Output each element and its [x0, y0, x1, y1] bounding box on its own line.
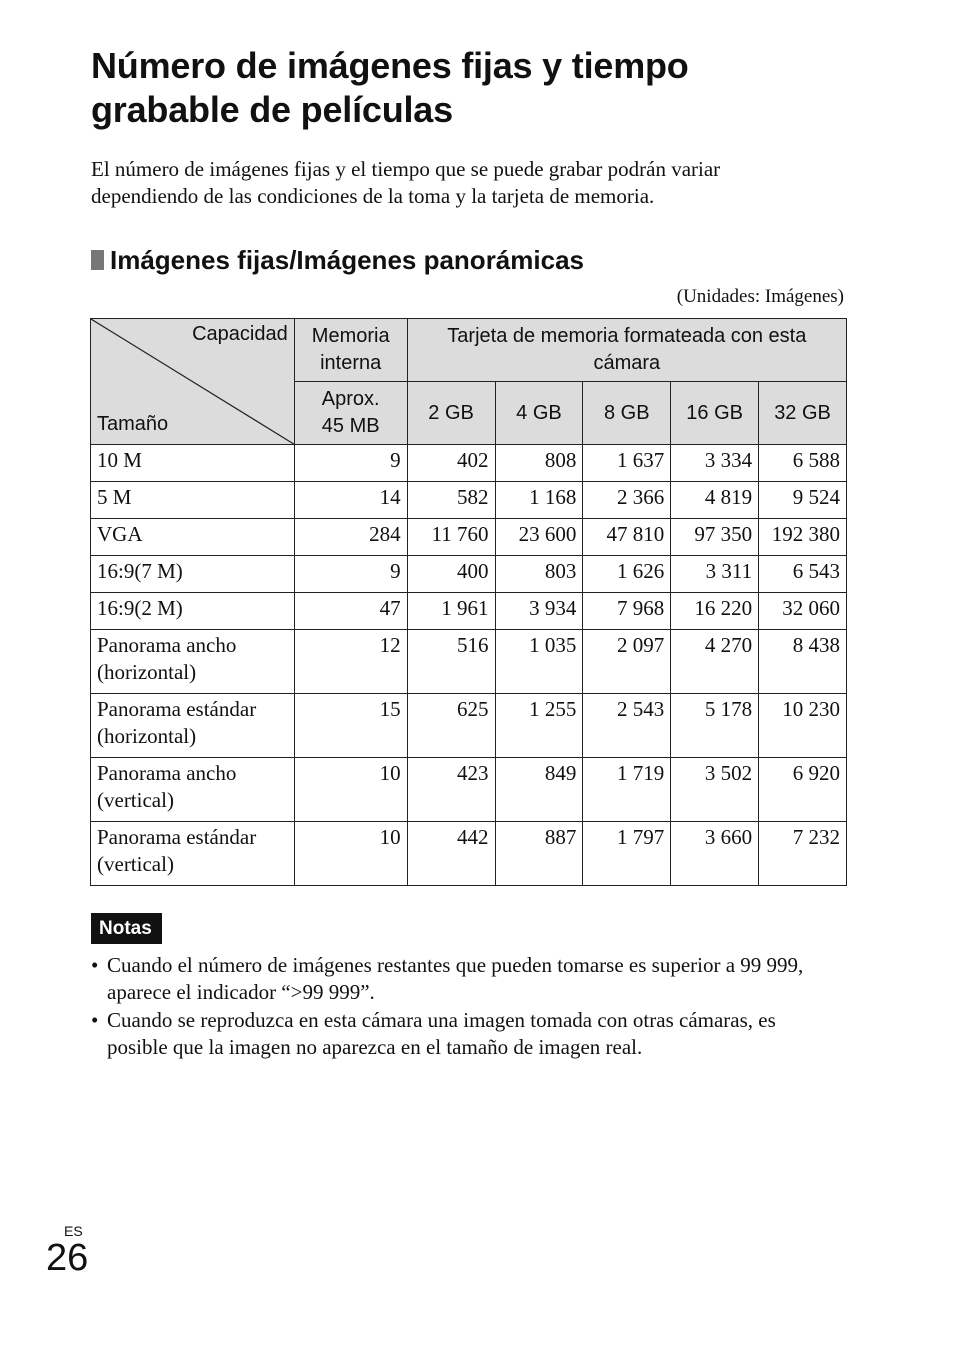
header-line: cámara	[593, 352, 661, 374]
row-size-label	[91, 482, 295, 519]
table-body	[91, 445, 847, 886]
table-cell: 9	[294, 556, 407, 593]
table-cell: 15	[294, 694, 407, 758]
intro-paragraph	[91, 156, 871, 210]
table-cell: 3 311	[671, 556, 759, 593]
row-size-line: 16:9(7 M)	[97, 559, 183, 583]
row-size-line: (horizontal)	[97, 660, 197, 684]
table-cell: 625	[407, 694, 495, 758]
table-cell: 7 968	[583, 593, 671, 630]
table-cell: 10 230	[759, 694, 847, 758]
table-cell: 1 961	[407, 593, 495, 630]
row-size-line: VGA	[97, 522, 143, 546]
row-size-line: 10 M	[97, 448, 142, 472]
units-note: (Unidades: Imágenes)	[676, 286, 844, 307]
table-cell: 6 543	[759, 556, 847, 593]
section-heading	[91, 242, 584, 278]
table-cell: 400	[407, 556, 495, 593]
row-size-line: Panorama ancho	[97, 633, 237, 657]
table-cell: 2 543	[583, 694, 671, 758]
row-size-line: (vertical)	[97, 852, 174, 876]
table-cell: 1 255	[495, 694, 583, 758]
card-size-header: 4 GB	[495, 382, 583, 445]
note-line: • Cuando se reproduzca en esta cámara una imagen tomada con otras cámaras, es	[107, 1008, 776, 1032]
page-title	[91, 44, 891, 132]
note-item	[91, 1007, 851, 1061]
header-line: Memoria	[311, 325, 390, 347]
table-cell: 442	[407, 822, 495, 886]
page-number: 26	[46, 1237, 89, 1279]
header-line: interna	[320, 352, 382, 374]
note-line: posible que la imagen no aparezca en el tamaño de imagen real.	[107, 1035, 643, 1059]
row-size-line: 16:9(2 M)	[97, 596, 183, 620]
internal-size-header	[294, 382, 407, 445]
table-corner-header	[91, 319, 295, 445]
table-cell: 192 380	[759, 519, 847, 556]
table-cell: 402	[407, 445, 495, 482]
table-cell: 3 502	[671, 758, 759, 822]
notes-list	[91, 952, 851, 1062]
row-size-label	[91, 822, 295, 886]
row-size-line: Panorama estándar	[97, 697, 257, 721]
table-cell: 5 178	[671, 694, 759, 758]
internal-memory-header	[294, 319, 407, 382]
header-line: 45 MB	[321, 415, 380, 437]
table-cell: 16 220	[671, 593, 759, 630]
memory-card-header	[407, 319, 846, 382]
table-cell: 2 097	[583, 630, 671, 694]
table-cell: 1 168	[495, 482, 583, 519]
table-row	[91, 556, 847, 593]
note-line: aparece el indicador “>99 999”.	[107, 980, 375, 1004]
header-line: Tarjeta de memoria formateada con esta	[447, 325, 807, 347]
table-row	[91, 694, 847, 758]
table-cell: 849	[495, 758, 583, 822]
corner-size-label: Tamaño	[97, 413, 169, 435]
card-size-header: 32 GB	[759, 382, 847, 445]
table-cell: 11 760	[407, 519, 495, 556]
table-cell: 284	[294, 519, 407, 556]
table-cell: 10	[294, 822, 407, 886]
card-size-header: 2 GB	[407, 382, 495, 445]
note-line: • Cuando el número de imágenes restantes que pueden tomarse es superior a 99 999,	[107, 953, 804, 977]
page-title-line: Número de imágenes fijas y tiempo	[91, 45, 689, 86]
table-cell: 803	[495, 556, 583, 593]
row-size-label	[91, 519, 295, 556]
table-cell: 2 366	[583, 482, 671, 519]
table-row	[91, 482, 847, 519]
intro-line: dependiendo de las condiciones de la toma y la tarjeta de memoria.	[91, 184, 655, 208]
row-size-line: Panorama ancho	[97, 761, 237, 785]
capacity-table	[90, 318, 847, 886]
table-cell: 47 810	[583, 519, 671, 556]
note-item	[91, 952, 851, 1006]
row-size-line: 5 M	[97, 485, 132, 509]
card-size-header: 8 GB	[583, 382, 671, 445]
row-size-label	[91, 758, 295, 822]
section-marker-icon	[91, 250, 104, 270]
table-row	[91, 822, 847, 886]
row-size-label	[91, 556, 295, 593]
row-size-label	[91, 593, 295, 630]
table-row	[91, 758, 847, 822]
language-code: ES	[64, 1223, 83, 1239]
row-size-line: (horizontal)	[97, 724, 197, 748]
row-size-label	[91, 694, 295, 758]
table-cell: 9 524	[759, 482, 847, 519]
table-cell: 3 934	[495, 593, 583, 630]
table-cell: 12	[294, 630, 407, 694]
card-size-header: 16 GB	[671, 382, 759, 445]
table-cell: 6 920	[759, 758, 847, 822]
row-size-label	[91, 445, 295, 482]
table-cell: 1 626	[583, 556, 671, 593]
table-cell: 97 350	[671, 519, 759, 556]
table-cell: 1 035	[495, 630, 583, 694]
row-size-label	[91, 630, 295, 694]
corner-capacity-label: Capacidad	[192, 323, 288, 345]
table-cell: 32 060	[759, 593, 847, 630]
header-line: Aprox.	[321, 388, 380, 410]
table-cell: 1 637	[583, 445, 671, 482]
table-cell: 8 438	[759, 630, 847, 694]
table-cell: 887	[495, 822, 583, 886]
table-cell: 6 588	[759, 445, 847, 482]
table-cell: 10	[294, 758, 407, 822]
intro-line: El número de imágenes fijas y el tiempo que se puede grabar podrán variar	[91, 157, 721, 181]
table-cell: 14	[294, 482, 407, 519]
section-heading-text: Imágenes fijas/Imágenes panorámicas	[110, 245, 584, 275]
row-size-line: Panorama estándar	[97, 825, 257, 849]
table-cell: 3 660	[671, 822, 759, 886]
table-row	[91, 445, 847, 482]
table-cell: 516	[407, 630, 495, 694]
page-title-line: grabable de películas	[91, 89, 453, 130]
table-cell: 423	[407, 758, 495, 822]
table-cell: 23 600	[495, 519, 583, 556]
table-row	[91, 630, 847, 694]
table-row	[91, 593, 847, 630]
table-cell: 1 797	[583, 822, 671, 886]
table-cell: 4 270	[671, 630, 759, 694]
table-cell: 582	[407, 482, 495, 519]
table-cell: 4 819	[671, 482, 759, 519]
notes-label: Notas	[91, 913, 162, 944]
table-cell: 9	[294, 445, 407, 482]
table-row	[91, 519, 847, 556]
table-cell: 3 334	[671, 445, 759, 482]
table-cell: 1 719	[583, 758, 671, 822]
table-cell: 47	[294, 593, 407, 630]
table-cell: 7 232	[759, 822, 847, 886]
table-cell: 808	[495, 445, 583, 482]
row-size-line: (vertical)	[97, 788, 174, 812]
